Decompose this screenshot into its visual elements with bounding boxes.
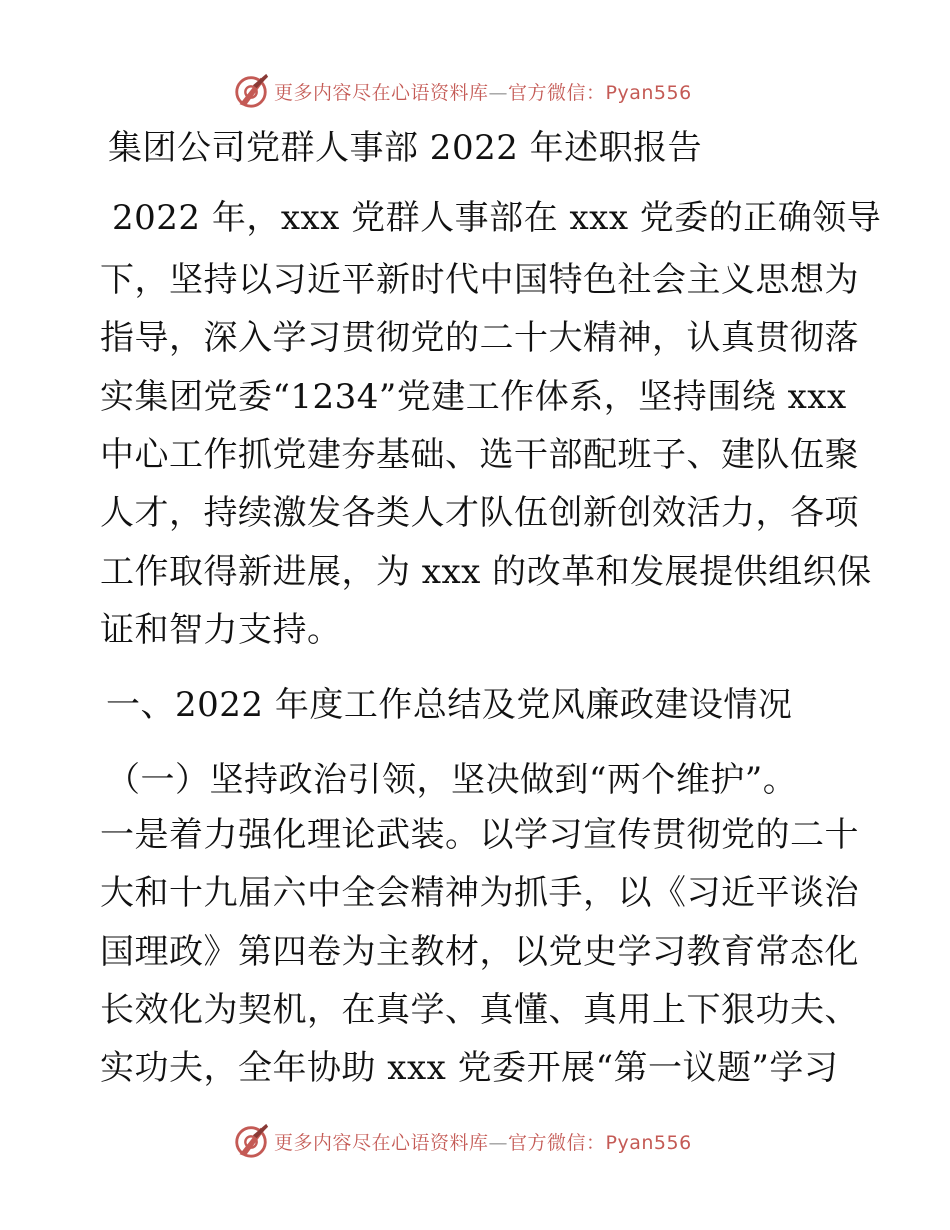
intro-line-1: 2022 年，xxx 党群人事部在 xxx 党委的正确领导 [112, 198, 882, 238]
intro-line-8: 证和智力支持。 [100, 610, 342, 650]
watermark-wechat-id: Pyan556 [605, 1131, 692, 1154]
body-line-2: 大和十九届六中全会精神为抓手，以《习近平谈治 [100, 873, 859, 913]
body-line-5: 实功夫，全年协助 xxx 党委开展“第一议题”学习 [100, 1048, 839, 1088]
intro-line-3: 指导，深入学习贯彻党的二十大精神，认真贯彻落 [100, 318, 859, 358]
watermark-separator: — [488, 81, 509, 104]
watermark-official-label: 官方微信： [508, 1131, 606, 1154]
quill-logo-icon [232, 1122, 270, 1160]
intro-line-6: 人才，持续激发各类人才队伍创新创效活力，各项 [100, 493, 859, 533]
intro-line-5: 中心工作抓党建夯基础、选干部配班子、建队伍聚 [100, 435, 859, 475]
document-title: 集团公司党群人事部 2022 年述职报告 [108, 128, 703, 168]
intro-line-7: 工作取得新进展，为 xxx 的改革和发展提供组织保 [100, 552, 872, 592]
subsection-heading: （一）坚持政治引领，坚决做到“两个维护”。 [106, 760, 798, 800]
body-line-3: 国理政》第四卷为主教材，以党史学习教育常态化 [100, 932, 859, 972]
watermark-main-text: 更多内容尽在心语资料库 [274, 1131, 489, 1154]
body-line-4: 长效化为契机，在真学、真懂、真用上下狠功夫、 [100, 990, 859, 1030]
intro-line-4: 实集团党委“1234”党建工作体系，坚持围绕 xxx [100, 377, 847, 417]
watermark-wechat-id: Pyan556 [605, 81, 692, 104]
watermark-separator: — [488, 1131, 509, 1154]
watermark-main-text: 更多内容尽在心语资料库 [274, 81, 489, 104]
watermark-official-label: 官方微信： [508, 81, 606, 104]
intro-line-2: 下，坚持以习近平新时代中国特色社会主义思想为 [100, 260, 859, 300]
watermark-footer [232, 1121, 692, 1161]
section-heading: 一、2022 年度工作总结及党风廉政建设情况 [106, 685, 793, 725]
body-line-1: 一是着力强化理论武装。以学习宣传贯彻党的二十 [100, 815, 859, 855]
